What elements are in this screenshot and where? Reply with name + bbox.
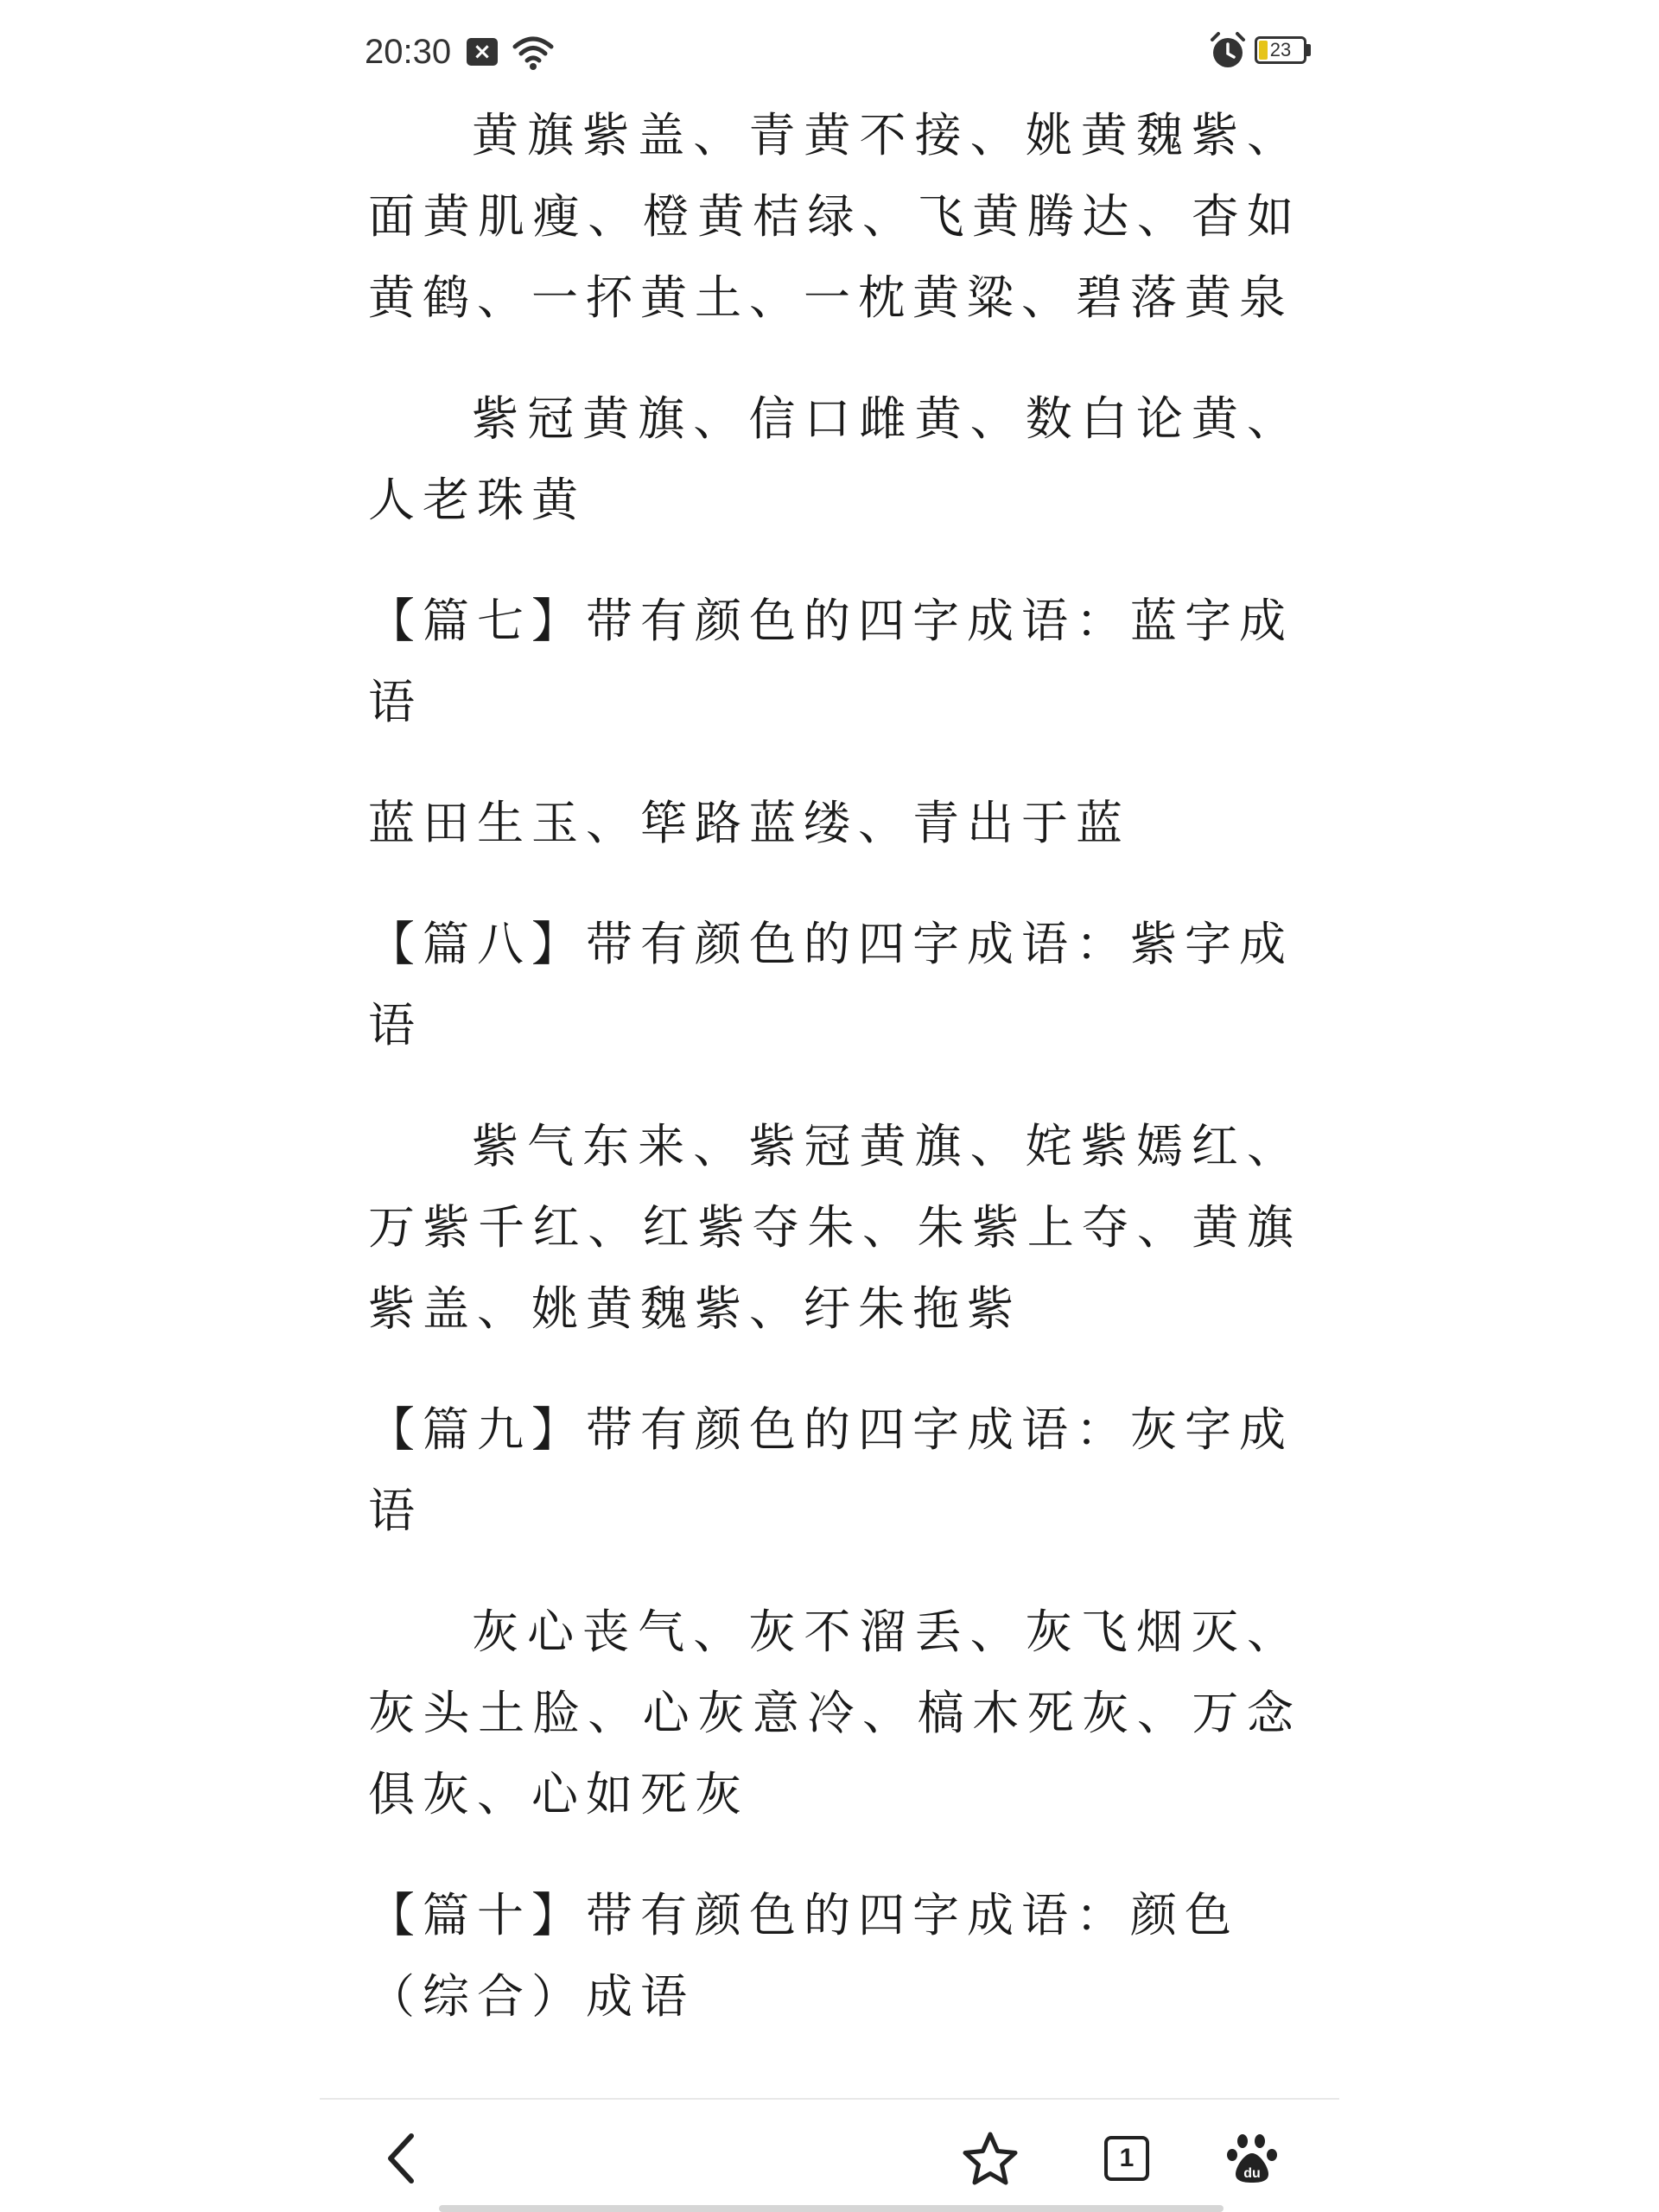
favorite-button[interactable] [959, 2127, 1021, 2190]
section-heading: 【篇十】带有颜色的四字成语：颜色（综合）成语 [368, 1888, 1239, 2024]
article-paragraph [368, 2077, 1301, 2082]
svg-text:du: du [1243, 2166, 1261, 2181]
article-paragraph: 灰心丧气、灰不溜丢、灰飞烟灭、灰头土脸、心灰意冷、槁木死灰、万念俱灰、心如死灰 [368, 1605, 1301, 1821]
chevron-left-icon [378, 2131, 427, 2186]
section-heading: 【篇七】带有颜色的四字成语：蓝字成语 [368, 594, 1294, 729]
alarm-icon [1208, 31, 1248, 71]
battery-level: 23 [1269, 39, 1292, 60]
notification-icon: × [467, 38, 498, 66]
tabs-button[interactable] [1096, 2127, 1158, 2190]
bottom-navigation-bar [320, 2098, 1339, 2212]
section-heading: 【篇九】带有颜色的四字成语：灰字成语 [368, 1402, 1294, 1538]
baidu-button[interactable] [1222, 2127, 1284, 2190]
home-indicator[interactable] [439, 2205, 1224, 2212]
article-paragraph: 紫冠黄旗、信口雌黄、数白论黄、人老珠黄 [368, 391, 1301, 527]
wifi-icon [512, 33, 555, 71]
section-heading: 【篇八】带有颜色的四字成语：紫字成语 [368, 917, 1294, 1052]
star-icon [962, 2131, 1019, 2186]
battery-cap [1306, 44, 1311, 56]
battery-icon [1255, 36, 1306, 64]
baidu-paw-icon [1225, 2131, 1281, 2186]
article-content [368, 95, 1301, 2082]
tab-count: 1 [1104, 2136, 1149, 2181]
back-button[interactable] [372, 2127, 434, 2190]
article-paragraph: 黄旗紫盖、青黄不接、姚黄魏紫、面黄肌瘦、橙黄桔绿、飞黄腾达、杳如黄鹤、一抔黄土、一枕黄粱、碧落黄泉 [368, 108, 1301, 325]
article-paragraph: 蓝田生玉、筚路蓝缕、青出于蓝 [368, 796, 1130, 850]
article-paragraph: 紫气东来、紫冠黄旗、姹紫嫣红、万紫千红、红紫夺朱、朱紫上夺、黄旗紫盖、姚黄魏紫、纡朱拖紫 [368, 1119, 1301, 1336]
status-bar [0, 0, 1659, 95]
status-time: 20:30 [365, 33, 452, 71]
